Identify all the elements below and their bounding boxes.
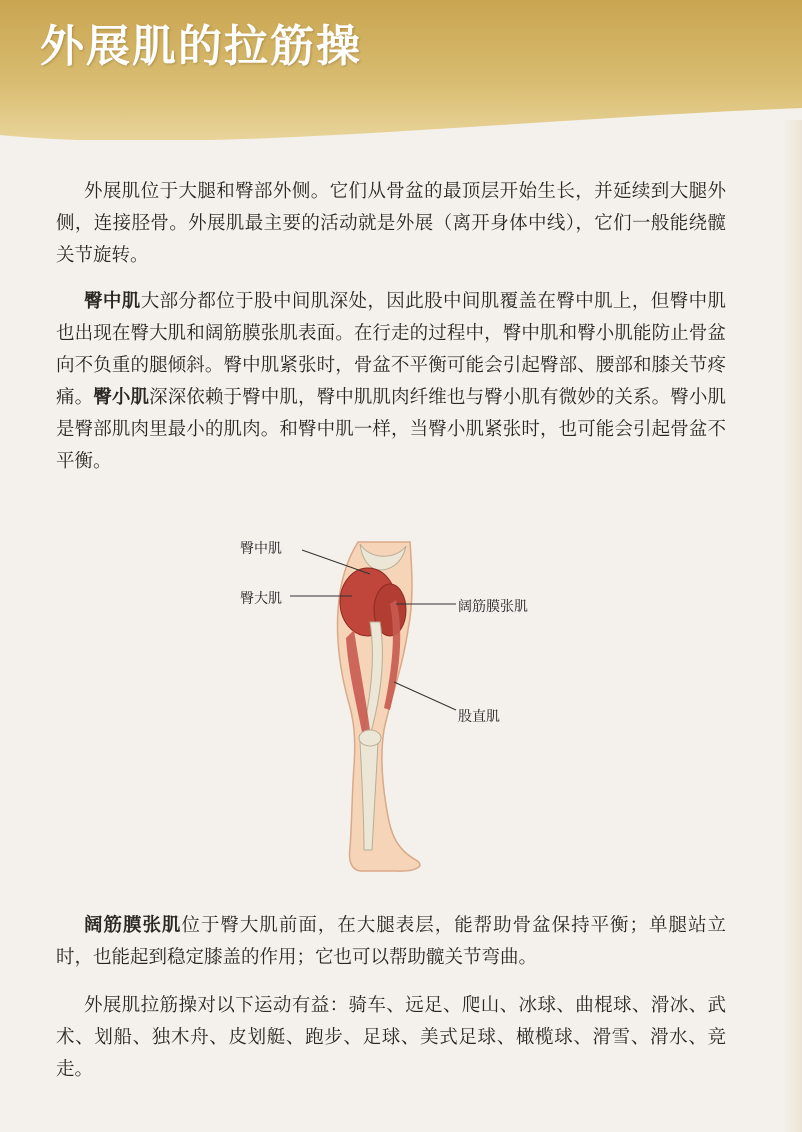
label-gluteus-maximus: 臀大肌 (240, 591, 282, 607)
label-rectus-femoris: 股直肌 (458, 709, 500, 725)
knee-cap (359, 730, 381, 746)
paragraph-gluteus-text1: 大部分都位于股中间肌深处，因此股中间肌覆盖在臀中肌上，但臀中肌也出现在臀大肌和阔筋膜张肌表面。在行走的过程中，臀中肌和臀小肌能防止骨盆向不负重的腿倾斜。臀中肌紧张时，骨盆不平衡可能会引起臀部、腰部和膝关节疼痛。 (56, 291, 726, 408)
paragraph-intro: 外展肌位于大腿和臀部外侧。它们从骨盆的最顶层开始生长，并延续到大腿外侧，连接胫骨。外展肌最主要的活动就是外展（离开身体中线），它们一般能绕髋关节旋转。 (56, 181, 726, 266)
paragraph-sports: 外展肌拉筋操对以下运动有益：骑车、远足、爬山、冰球、曲棍球、滑冰、武术、划船、独木舟、皮划艇、跑步、足球、美式足球、橄榄球、滑雪、滑水、竞走。 (56, 995, 726, 1080)
label-tfl: 阔筋膜张肌 (458, 599, 528, 615)
header-curve (0, 60, 802, 180)
paragraph-gluteus-text2: 深深依赖于臀中肌，臀中肌肌肉纤维也与臀小肌有微妙的关系。臀小肌是臀部肌肉里最小的肌肉。和臀中肌一样，当臀小肌紧张时，也可能会引起骨盆不平衡。 (56, 387, 726, 472)
page-edge (782, 120, 802, 1132)
paragraph-tfl-text: 位于臀大肌前面，在大腿表层，能帮助骨盆保持平衡；单腿站立时，也能起到稳定膝盖的作用；它也可以帮助髋关节弯曲。 (56, 915, 726, 968)
leg-illustration (220, 530, 580, 880)
page-title: 外展肌的拉筋操 (40, 21, 362, 72)
paragraph-tfl (56, 910, 726, 974)
term-tfl: 阔筋膜张肌 (84, 915, 182, 936)
term-gluteus-medius: 臀中肌 (84, 291, 141, 312)
label-gluteus-medius: 臀中肌 (240, 541, 282, 557)
term-gluteus-minimus: 臀小肌 (93, 387, 150, 408)
paragraph-gluteus (56, 286, 726, 478)
leg-anatomy-figure (220, 530, 580, 880)
